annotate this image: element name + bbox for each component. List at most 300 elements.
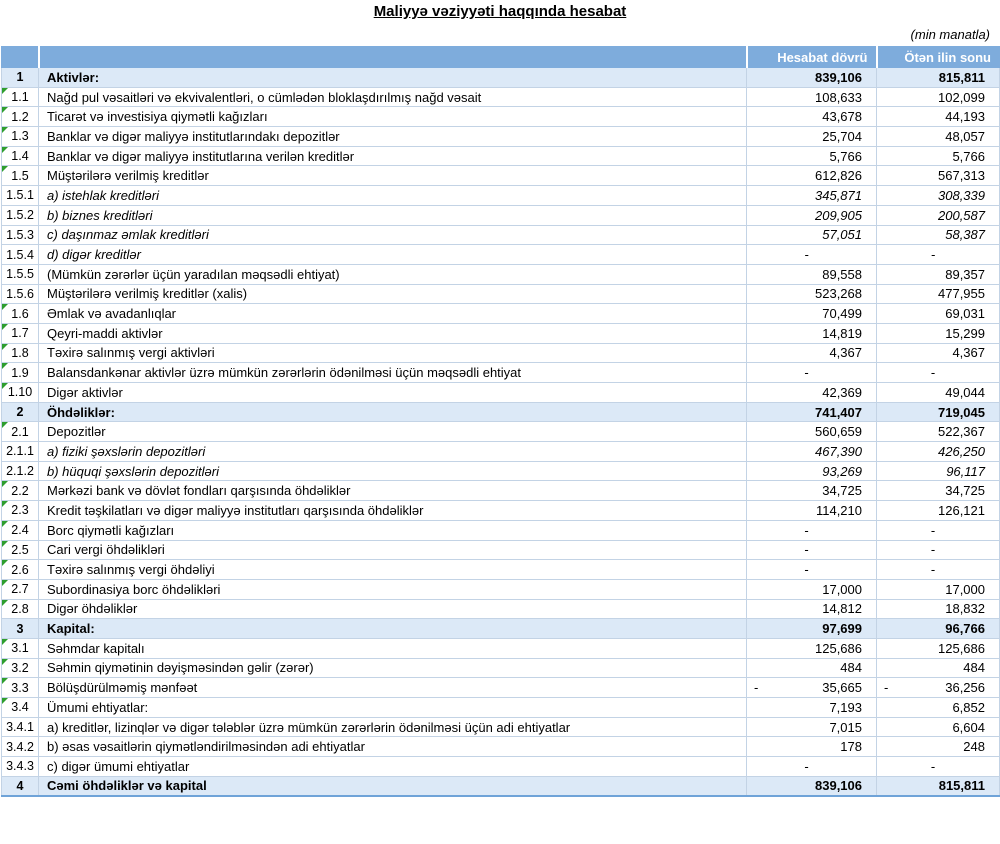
negative-sign: - [754, 680, 759, 696]
table-row [2, 205, 1000, 225]
row-number: 2.8 [11, 601, 29, 616]
row-number: 1.5.5 [6, 267, 34, 282]
value-prior-period [877, 343, 1000, 363]
row-number-cell [2, 619, 39, 639]
row-number-cell [2, 658, 39, 678]
comment-marker-icon [2, 541, 8, 547]
value-current-period [747, 245, 877, 265]
comment-marker-icon [2, 107, 8, 113]
value-text: 248 [963, 739, 985, 755]
value-text: 89,558 [822, 266, 862, 282]
row-number: 1.6 [11, 306, 29, 321]
table-row [2, 678, 1000, 698]
row-number: 1.5.4 [6, 247, 34, 262]
value-prior-period [877, 87, 1000, 107]
row-label: Bölüşdürülməmiş mənfəət [39, 678, 747, 698]
value-current-period [747, 68, 877, 88]
table-row [2, 658, 1000, 678]
comment-marker-icon [2, 363, 8, 369]
row-number: 2.1.1 [6, 444, 34, 459]
value-prior-period [877, 205, 1000, 225]
value-text: 7,193 [829, 699, 862, 715]
table-row [2, 461, 1000, 481]
value-current-period [747, 87, 877, 107]
comment-marker-icon [2, 521, 8, 527]
row-number-cell [2, 776, 39, 796]
value-text: 467,390 [815, 443, 862, 459]
row-label: Təxirə salınmış vergi öhdəliyi [39, 560, 747, 580]
value-text: 96,766 [945, 621, 985, 637]
value-prior-period [877, 363, 1000, 383]
value-current-period [747, 678, 877, 698]
table-row [2, 757, 1000, 777]
value-text: 18,832 [945, 601, 985, 617]
value-prior-period [877, 383, 1000, 403]
row-number-cell [2, 264, 39, 284]
value-prior-period [877, 757, 1000, 777]
row-number-cell [2, 501, 39, 521]
value-text: - [804, 522, 809, 538]
row-label: d) digər kreditlər [39, 245, 747, 265]
value-current-period [747, 186, 877, 206]
row-number: 1.4 [11, 149, 29, 164]
row-number-cell [2, 304, 39, 324]
row-number: 2.5 [11, 542, 29, 557]
row-label: Aktivlər: [39, 68, 747, 88]
row-label: b) hüquqi şəxslərin depozitləri [39, 461, 747, 481]
value-prior-period [877, 461, 1000, 481]
row-label: Nağd pul vəsaitləri və ekvivalentləri, o cümlədən bloklaşdırılmış nağd vəsait [39, 87, 747, 107]
value-text: - [804, 247, 809, 263]
value-text: 308,339 [938, 187, 985, 203]
row-number-cell [2, 540, 39, 560]
value-prior-period [877, 422, 1000, 442]
negative-sign: - [884, 680, 889, 696]
header-current-period: Hesabat dövrü [747, 47, 877, 68]
value-prior-period [877, 107, 1000, 127]
value-text: 815,811 [938, 69, 985, 85]
comment-marker-icon [2, 560, 8, 566]
row-number: 1.5.2 [6, 208, 34, 223]
row-label: Kapital: [39, 619, 747, 639]
row-number: 1.5 [11, 168, 29, 183]
value-text: 126,121 [938, 502, 985, 518]
comment-marker-icon [2, 600, 8, 606]
header-number-column [2, 47, 39, 68]
row-number-cell [2, 107, 39, 127]
value-prior-period [877, 146, 1000, 166]
value-current-period [747, 501, 877, 521]
value-text: 4,367 [952, 345, 985, 361]
row-label: Banklar və digər maliyyə institutlarındakı depozitlər [39, 127, 747, 147]
value-text: 70,499 [822, 306, 862, 322]
table-row [2, 245, 1000, 265]
value-current-period [747, 422, 877, 442]
comment-marker-icon [2, 698, 8, 704]
row-number: 2.2 [11, 483, 29, 498]
table-row [2, 127, 1000, 147]
row-number-cell [2, 245, 39, 265]
value-text: 17,000 [945, 581, 985, 597]
value-prior-period [877, 402, 1000, 422]
row-number-cell [2, 68, 39, 88]
table-row [2, 737, 1000, 757]
table-row [2, 107, 1000, 127]
row-label: Müştərilərə verilmiş kreditlər [39, 166, 747, 186]
value-text: 345,871 [815, 187, 862, 203]
value-text: - [804, 542, 809, 558]
table-row [2, 776, 1000, 796]
value-text: - [930, 522, 936, 538]
row-number: 2.6 [11, 562, 29, 577]
row-label: Öhdəliklər: [39, 402, 747, 422]
value-text: 560,659 [815, 424, 862, 440]
row-number: 2.4 [11, 523, 29, 538]
comment-marker-icon [2, 580, 8, 586]
row-label: a) fiziki şəxslərin depozitləri [39, 442, 747, 462]
value-text: 484 [840, 660, 862, 676]
value-text: - [930, 542, 936, 558]
row-label: Mərkəzi bank və dövlət fondları qarşısında öhdəliklər [39, 481, 747, 501]
value-current-period [747, 599, 877, 619]
value-current-period [747, 225, 877, 245]
row-label: b) əsas vəsaitlərin qiymətləndirilməsindən adi ehtiyatlar [39, 737, 747, 757]
value-prior-period [877, 68, 1000, 88]
row-number-cell [2, 717, 39, 737]
value-prior-period [877, 678, 1000, 698]
value-text: 426,250 [938, 443, 985, 459]
value-text: 612,826 [815, 168, 862, 184]
value-text: 567,313 [938, 168, 985, 184]
value-text: 69,031 [945, 306, 985, 322]
value-text: 34,725 [822, 483, 862, 499]
row-number: 1.9 [11, 365, 29, 380]
value-current-period [747, 579, 877, 599]
row-label: Digər aktivlər [39, 383, 747, 403]
value-text: 125,686 [815, 640, 862, 656]
comment-marker-icon [2, 166, 8, 172]
value-current-period [747, 658, 877, 678]
value-text: 102,099 [938, 89, 985, 105]
row-number: 3.4 [11, 700, 29, 715]
row-number: 2.1.2 [6, 464, 34, 479]
table-row [2, 304, 1000, 324]
row-number-cell [2, 343, 39, 363]
value-text: 741,407 [815, 404, 862, 420]
value-prior-period [877, 245, 1000, 265]
comment-marker-icon [2, 659, 8, 665]
value-text: 7,015 [829, 719, 862, 735]
value-current-period [747, 698, 877, 718]
value-text: 96,117 [946, 463, 985, 479]
value-current-period [747, 717, 877, 737]
row-label: c) daşınmaz əmlak kreditləri [39, 225, 747, 245]
row-number: 1.7 [11, 326, 29, 341]
table-row [2, 520, 1000, 540]
value-current-period [747, 619, 877, 639]
value-prior-period [877, 619, 1000, 639]
row-number: 3.4.3 [6, 759, 34, 774]
row-number: 2 [16, 405, 24, 420]
table-row [2, 343, 1000, 363]
table-row [2, 166, 1000, 186]
value-current-period [747, 343, 877, 363]
value-prior-period [877, 599, 1000, 619]
value-current-period [747, 264, 877, 284]
table-row [2, 323, 1000, 343]
value-current-period [747, 166, 877, 186]
row-number: 1.5.3 [6, 227, 34, 242]
comment-marker-icon [2, 344, 8, 350]
table-row [2, 560, 1000, 580]
row-label: Ümumi ehtiyatlar: [39, 698, 747, 718]
table-row [2, 481, 1000, 501]
value-prior-period [877, 540, 1000, 560]
value-text: 114,210 [815, 502, 862, 518]
value-text: 36,256 [945, 680, 985, 696]
value-prior-period [877, 520, 1000, 540]
row-label: Müştərilərə verilmiş kreditlər (xalis) [39, 284, 747, 304]
row-number: 3.4.2 [6, 739, 34, 754]
table-row [2, 442, 1000, 462]
value-text: 209,905 [815, 207, 862, 223]
row-label: Təxirə salınmış vergi aktivləri [39, 343, 747, 363]
comment-marker-icon [2, 678, 8, 684]
row-label: Səhmdar kapitalı [39, 638, 747, 658]
value-prior-period [877, 579, 1000, 599]
row-number-cell [2, 422, 39, 442]
table-row [2, 186, 1000, 206]
value-current-period [747, 481, 877, 501]
table-row [2, 698, 1000, 718]
value-prior-period [877, 264, 1000, 284]
value-prior-period [877, 127, 1000, 147]
value-text: - [930, 758, 936, 774]
value-current-period [747, 402, 877, 422]
value-prior-period [877, 638, 1000, 658]
row-number: 1.1 [11, 90, 29, 105]
value-current-period [747, 737, 877, 757]
value-current-period [747, 757, 877, 777]
value-prior-period [877, 698, 1000, 718]
row-number-cell [2, 461, 39, 481]
row-label: Borc qiymətli kağızları [39, 520, 747, 540]
value-text: 6,604 [952, 719, 985, 735]
comment-marker-icon [2, 383, 8, 389]
value-prior-period [877, 225, 1000, 245]
value-text: - [930, 562, 936, 578]
table-row [2, 68, 1000, 88]
value-current-period [747, 304, 877, 324]
comment-marker-icon [2, 324, 8, 330]
row-number: 1.2 [11, 109, 29, 124]
value-prior-period [877, 717, 1000, 737]
value-text: 42,369 [822, 384, 862, 400]
row-number: 3.1 [11, 641, 29, 656]
table-row [2, 225, 1000, 245]
value-prior-period [877, 442, 1000, 462]
row-label: Ticarət və investisiya qiymətli kağızları [39, 107, 747, 127]
value-text: 34,725 [945, 483, 985, 499]
row-number-cell [2, 225, 39, 245]
value-current-period [747, 363, 877, 383]
page-title: Maliyyə vəziyyəti haqqında hesabat [373, 3, 627, 20]
value-current-period [747, 107, 877, 127]
value-current-period [747, 461, 877, 481]
row-number-cell [2, 698, 39, 718]
value-prior-period [877, 501, 1000, 521]
value-text: 108,633 [815, 89, 862, 105]
value-text: - [930, 365, 936, 381]
row-number: 1.5.1 [6, 188, 34, 203]
value-text: 35,665 [822, 680, 862, 696]
value-text: 178 [840, 739, 862, 755]
value-prior-period [877, 560, 1000, 580]
row-label: b) biznes kreditləri [39, 205, 747, 225]
row-number: 2.3 [11, 503, 29, 518]
value-prior-period [877, 166, 1000, 186]
value-prior-period [877, 776, 1000, 796]
row-number: 3.2 [11, 660, 29, 675]
value-text: 49,044 [945, 384, 985, 400]
value-text: 89,357 [945, 266, 985, 282]
row-number: 1.10 [7, 385, 33, 400]
row-number-cell [2, 166, 39, 186]
value-text: 815,811 [938, 778, 985, 794]
value-current-period [747, 383, 877, 403]
table-header-row [2, 47, 1000, 68]
value-text: 6,852 [952, 699, 985, 715]
row-number: 1.8 [11, 345, 29, 360]
row-label: Səhmin qiymətinin dəyişməsindən gəlir (zərər) [39, 658, 747, 678]
table-row [2, 638, 1000, 658]
row-number-cell [2, 442, 39, 462]
row-number-cell [2, 383, 39, 403]
table-row [2, 146, 1000, 166]
value-text: 523,268 [815, 286, 862, 302]
value-text: 97,699 [822, 621, 862, 637]
row-number-cell [2, 323, 39, 343]
table-row [2, 540, 1000, 560]
value-text: 200,587 [938, 207, 985, 223]
table-row [2, 87, 1000, 107]
value-text: - [804, 562, 809, 578]
row-label: Cari vergi öhdəlikləri [39, 540, 747, 560]
comment-marker-icon [2, 127, 8, 133]
value-current-period [747, 560, 877, 580]
row-number: 2.7 [11, 582, 29, 597]
row-number: 3.3 [11, 680, 29, 695]
value-text: 15,299 [945, 325, 985, 341]
row-number-cell [2, 363, 39, 383]
value-text: 44,193 [945, 109, 985, 125]
row-number-cell [2, 481, 39, 501]
row-label: c) digər ümumi ehtiyatlar [39, 757, 747, 777]
value-current-period [747, 638, 877, 658]
value-text: 125,686 [938, 640, 985, 656]
value-current-period [747, 127, 877, 147]
row-number-cell [2, 402, 39, 422]
value-prior-period [877, 186, 1000, 206]
value-text: - [930, 247, 936, 263]
row-label: Qeyri-maddi aktivlər [39, 323, 747, 343]
comment-marker-icon [2, 422, 8, 428]
value-text: 839,106 [815, 778, 862, 794]
row-number-cell [2, 520, 39, 540]
row-label: Banklar və digər maliyyə institutlarına verilən kreditlər [39, 146, 747, 166]
row-number-cell [2, 127, 39, 147]
comment-marker-icon [2, 639, 8, 645]
unit-note: (min manatla) [910, 27, 990, 42]
value-prior-period [877, 658, 1000, 678]
row-label: Əmlak və avadanlıqlar [39, 304, 747, 324]
table-row [2, 619, 1000, 639]
row-label: Depozitlər [39, 422, 747, 442]
row-label: a) istehlak kreditləri [39, 186, 747, 206]
value-current-period [747, 540, 877, 560]
row-number-cell [2, 599, 39, 619]
comment-marker-icon [2, 481, 8, 487]
value-text: - [804, 758, 809, 774]
value-text: 14,812 [822, 601, 862, 617]
value-current-period [747, 284, 877, 304]
row-number: 1.3 [11, 129, 29, 144]
table-row [2, 501, 1000, 521]
comment-marker-icon [2, 501, 8, 507]
row-label: Digər öhdəliklər [39, 599, 747, 619]
header-description-column [39, 47, 747, 68]
value-text: 93,269 [822, 463, 862, 479]
value-text: 43,678 [822, 109, 862, 125]
row-number-cell [2, 186, 39, 206]
row-label: Balansdankənar aktivlər üzrə mümkün zərərlərin ödənilməsi üçün məqsədli ehtiyat [39, 363, 747, 383]
table-row [2, 264, 1000, 284]
value-text: 5,766 [829, 148, 862, 164]
value-prior-period [877, 737, 1000, 757]
row-number: 3.4.1 [6, 720, 34, 735]
comment-marker-icon [2, 147, 8, 153]
comment-marker-icon [2, 88, 8, 94]
table-row [2, 284, 1000, 304]
value-text: 839,106 [815, 69, 862, 85]
row-number: 3 [16, 621, 24, 636]
table-row [2, 402, 1000, 422]
row-number-cell [2, 560, 39, 580]
row-number-cell [2, 205, 39, 225]
table-row [2, 422, 1000, 442]
value-text: 5,766 [952, 148, 985, 164]
value-prior-period [877, 323, 1000, 343]
table-row [2, 599, 1000, 619]
table-row [2, 717, 1000, 737]
value-text: 719,045 [938, 404, 985, 420]
row-number-cell [2, 638, 39, 658]
row-number-cell [2, 737, 39, 757]
table-row [2, 363, 1000, 383]
value-text: 58,387 [945, 227, 985, 243]
row-number: 1 [16, 70, 24, 85]
value-current-period [747, 442, 877, 462]
value-text: 14,819 [822, 325, 862, 341]
value-prior-period [877, 304, 1000, 324]
row-number: 4 [16, 778, 24, 793]
row-label: (Mümkün zərərlər üçün yaradılan məqsədli ehtiyat) [39, 264, 747, 284]
value-text: 17,000 [822, 581, 862, 597]
row-number-cell [2, 146, 39, 166]
row-number-cell [2, 284, 39, 304]
table-row [2, 383, 1000, 403]
row-number: 2.1 [11, 424, 29, 439]
